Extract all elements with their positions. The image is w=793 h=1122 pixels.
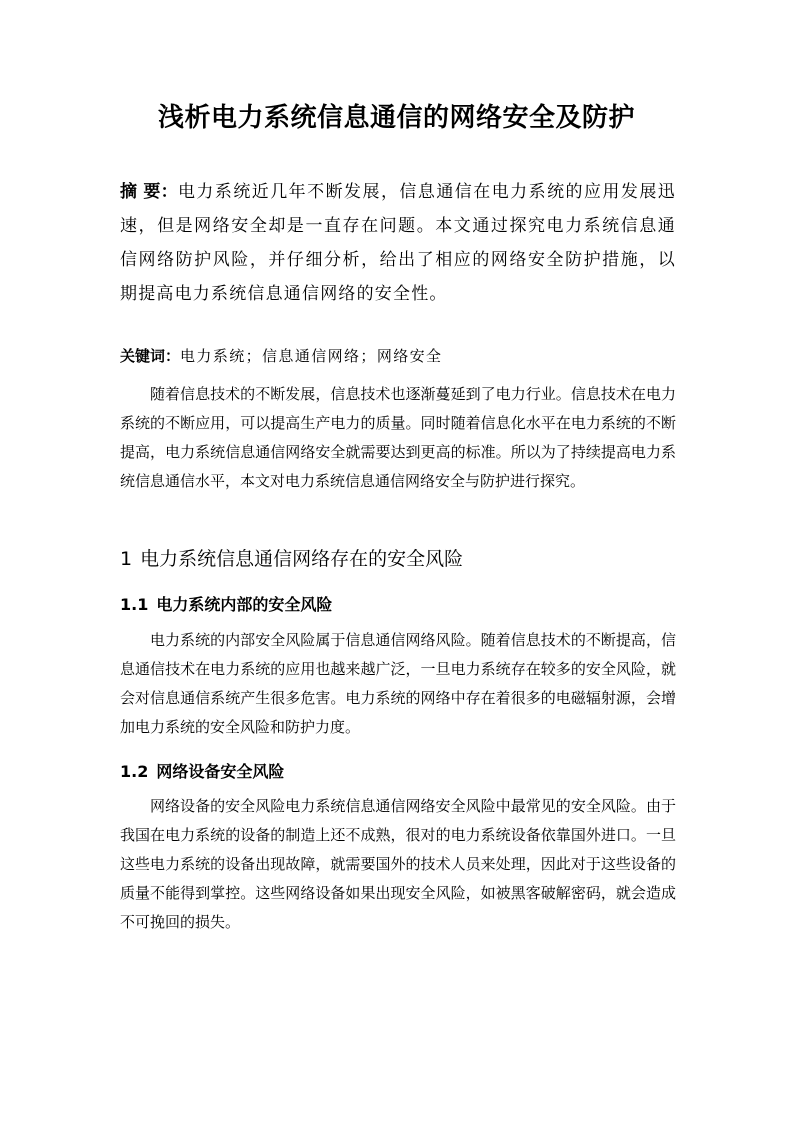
section-1-2-number: 1.2: [120, 762, 149, 781]
section-1-title: 电力系统信息通信网络存在的安全风险: [140, 548, 464, 570]
abstract-text: 电力系统近几年不断发展，信息通信在电力系统的应用发展迅速，但是网络安全却是一直存在问题。本文通过探究电力系统信息通信网络防护风险，并仔细分析，给出了相应的网络安全防护措施，以期提高电力系统信息通信网络的安全性。: [120, 182, 677, 304]
abstract: [120, 175, 676, 311]
section-1-1-number: 1.1: [120, 595, 149, 614]
section-1-1-heading: [120, 593, 676, 617]
section-1-1-title: 电力系统内部的安全风险: [156, 595, 333, 614]
section-1-2-paragraph: 网络设备的安全风险电力系统信息通信网络安全风险中最常见的安全风险。由于我国在电力系统的设备的制造上还不成熟，很对的电力系统设备依靠国外进口。一旦这些电力系统的设备出现故障，就需要国外的技术人员来处理，因此对于这些设备的质量不能得到掌控。这些网络设备如果出现安全风险，如被黑客破解密码，就会造成不可挽回的损失。: [120, 797, 676, 931]
keywords-label: 关键词：: [120, 347, 181, 365]
section-1-2-title: 网络设备安全风险: [156, 762, 285, 781]
keywords: [120, 343, 676, 369]
section-1-2-heading: [120, 760, 676, 784]
section-1-1-paragraph: 电力系统的内部安全风险属于信息通信网络风险。随着信息技术的不断提高，信息通信技术在电力系统的应用也越来越广泛，一旦电力系统存在较多的安全风险，就会对信息通信系统产生很多危害。电力系统的网络中存在着很多的电磁辐射源，会增加电力系统的安全风险和防护力度。: [120, 631, 676, 736]
keywords-text: 电力系统；信息通信网络；网络安全: [180, 347, 443, 365]
abstract-label: 摘 要：: [120, 182, 178, 202]
intro-paragraph: 随着信息技术的不断发展，信息技术也逐渐蔓延到了电力行业。信息技术在电力系统的不断应用，可以提高生产电力的质量。同时随着信息化水平在电力系统的不断提高，电力系统信息通信网络安全就需要达到更高的标准。所以为了持续提高电力系统信息通信水平，本文对电力系统信息通信网络安全与防护进行探究。: [120, 385, 676, 490]
document-title: 浅析电力系统信息通信的网络安全及防护: [157, 103, 635, 133]
section-1-number: 1: [120, 548, 133, 570]
section-1-heading: [120, 545, 676, 573]
